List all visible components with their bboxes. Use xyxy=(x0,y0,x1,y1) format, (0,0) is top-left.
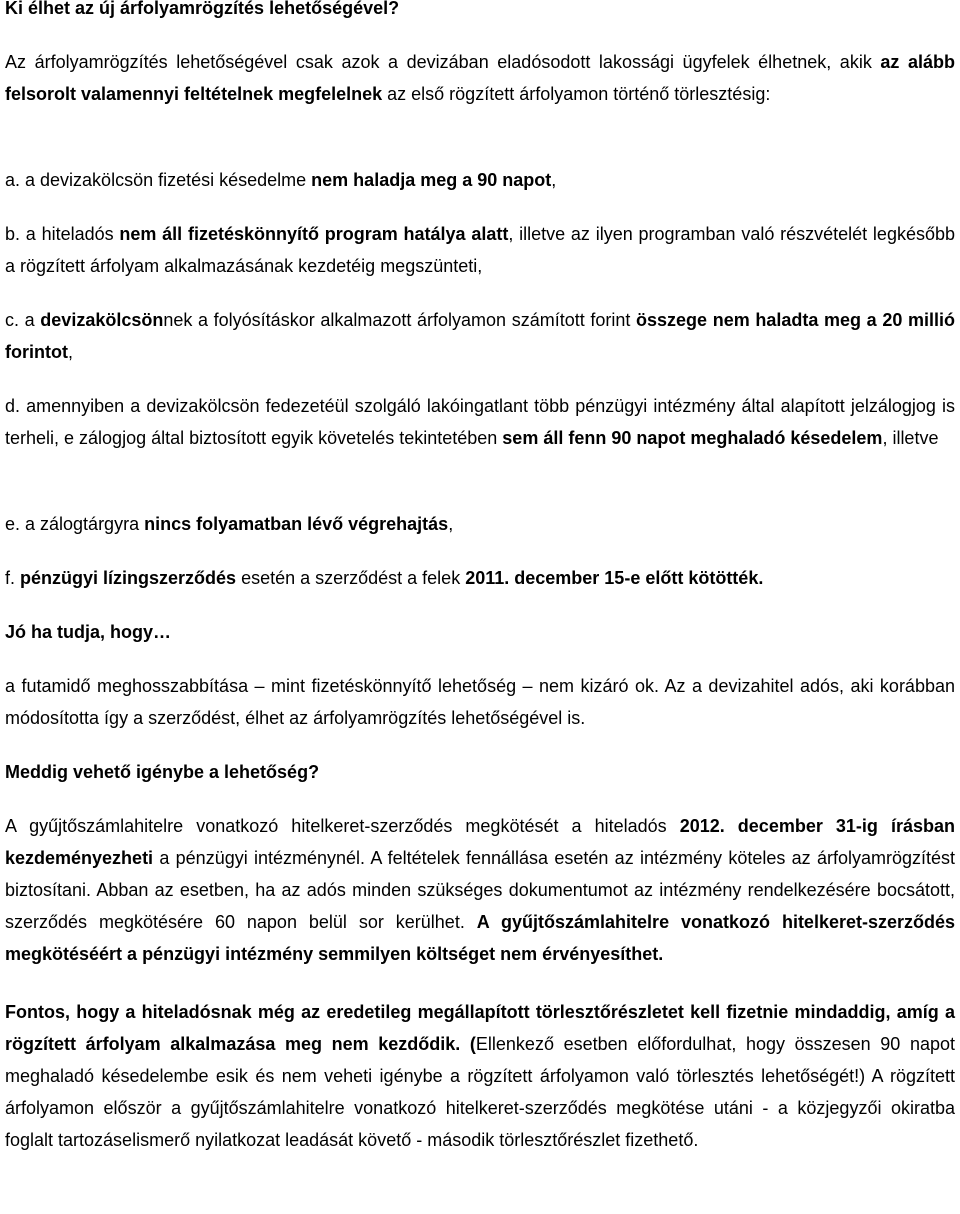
text-run: , illetve xyxy=(882,428,939,448)
bold-text-run: Fontos, hogy a hiteladósnak még az eredetileg megállapított törlesztőrészletet kell fizetnie mindaddig, amíg a rögzített árfolyam alkalmazása meg nem kezdődik. ( xyxy=(5,1002,955,1054)
text-run: a pénzügyi intézménynél. A feltételek fennállása esetén az intézmény köteles az árfolyamrögzítést biztosítani. Abban az esetben, ha az adós minden szükséges dokumentumot az intézmény rendelkezésére bocsátott, szerződés megkötésére 60 napon belül sor kerülhet. xyxy=(5,848,955,932)
good-to-know-heading: Jó ha tudja, hogy… xyxy=(5,622,172,642)
text-run: a. a devizakölcsön fizetési késedelme xyxy=(5,170,312,190)
bold-text-run: nincs folyamatban lévő végrehajtás xyxy=(144,514,449,534)
text-run: e. a zálogtárgyra xyxy=(5,514,145,534)
until-heading: Meddig vehető igénybe a lehetőség? xyxy=(5,762,320,782)
text-run: a futamidő meghosszabbítása – mint fizetéskönnyítő lehetőség – nem kizáró ok. Az a devizahitel adós, aki korábban módosította így a szerződést, élhet az árfolyamrögzítés lehetőségével is. xyxy=(5,676,955,728)
text-run: d. amennyiben a devizakölcsön fedezetéül szolgáló lakóingatlant több pénzügyi intézmény által alapított jelzálogjog is terheli, e zálogjog által biztosított egyik követelés tekintetében xyxy=(5,396,955,448)
bold-text-run: az alább felsorolt valamennyi feltételnek megfelelnek xyxy=(5,52,956,104)
good-to-know-paragraph xyxy=(5,670,955,734)
condition-b xyxy=(5,218,955,282)
bold-text-run: nem haladja meg a 90 napot xyxy=(311,170,552,190)
text-run: Az árfolyamrögzítés lehetőségével csak azok a devizában eladósodott lakossági ügyfelek élhetnek, akik xyxy=(5,52,881,72)
text-run: Ellenkező esetben előfordulhat, hogy összesen 90 napot meghaladó késedelembe esik és nem veheti igénybe a rögzített árfolyamon való törlesztés lehetőségét!) A rögzített árfolyamon először a gyűjtőszámlahitelre vonatkozó hitelkeret-szerződés megkötése utáni - a közjegyzői okiratba foglalt tartozáselismerő nyilatkozat leadását követő - második törlesztőrészlet fizethető. xyxy=(5,1034,955,1150)
text-run: esetén a szerződést a felek xyxy=(236,568,466,588)
text-run: c. a xyxy=(5,310,41,330)
text-run: , illetve az ilyen programban való részvételét legkésőbb a rögzített árfolyam alkalmazásának kezdetéig megszünteti, xyxy=(5,224,955,276)
condition-f xyxy=(5,562,955,594)
text-run: nek a folyósításkor alkalmazott árfolyamon számított forint xyxy=(163,310,637,330)
bold-text-run: nem áll fizetéskönnyítő program hatálya alatt xyxy=(119,224,509,244)
page-title: Ki élhet az új árfolyamrögzítés lehetőségével? xyxy=(5,0,400,18)
bold-text-run: összege nem haladta meg a 20 millió forintot xyxy=(5,310,955,362)
text-run: , xyxy=(551,170,557,190)
bold-text-run: devizakölcsön xyxy=(40,310,164,330)
until-paragraph xyxy=(5,810,955,970)
bold-text-run: 2011. december 15-e előtt kötötték. xyxy=(465,568,764,588)
text-run: A gyűjtőszámlahitelre vonatkozó hitelkeret-szerződés megkötését a hiteladós xyxy=(5,816,680,836)
text-run: , xyxy=(448,514,454,534)
text-run: az első rögzített árfolyamon történő törlesztésig: xyxy=(382,84,771,104)
condition-e xyxy=(5,508,955,540)
bold-text-run: A gyűjtőszámlahitelre vonatkozó hitelkeret-szerződés megkötéséért a pénzügyi intézmény semmilyen költséget nem érvényesíthet. xyxy=(5,912,956,964)
text-run: f. xyxy=(5,568,21,588)
text-run: , xyxy=(67,342,73,362)
condition-a xyxy=(5,164,955,196)
bold-text-run: 2012. december 31-ig írásban kezdeményezheti xyxy=(5,816,955,868)
condition-c xyxy=(5,304,955,368)
condition-d xyxy=(5,390,955,454)
text-run: b. a hiteladós xyxy=(5,224,120,244)
bold-text-run: pénzügyi lízingszerződés xyxy=(20,568,237,588)
important-paragraph xyxy=(5,996,955,1156)
intro-paragraph xyxy=(5,46,955,110)
bold-text-run: sem áll fenn 90 napot meghaladó késedelem xyxy=(502,428,883,448)
